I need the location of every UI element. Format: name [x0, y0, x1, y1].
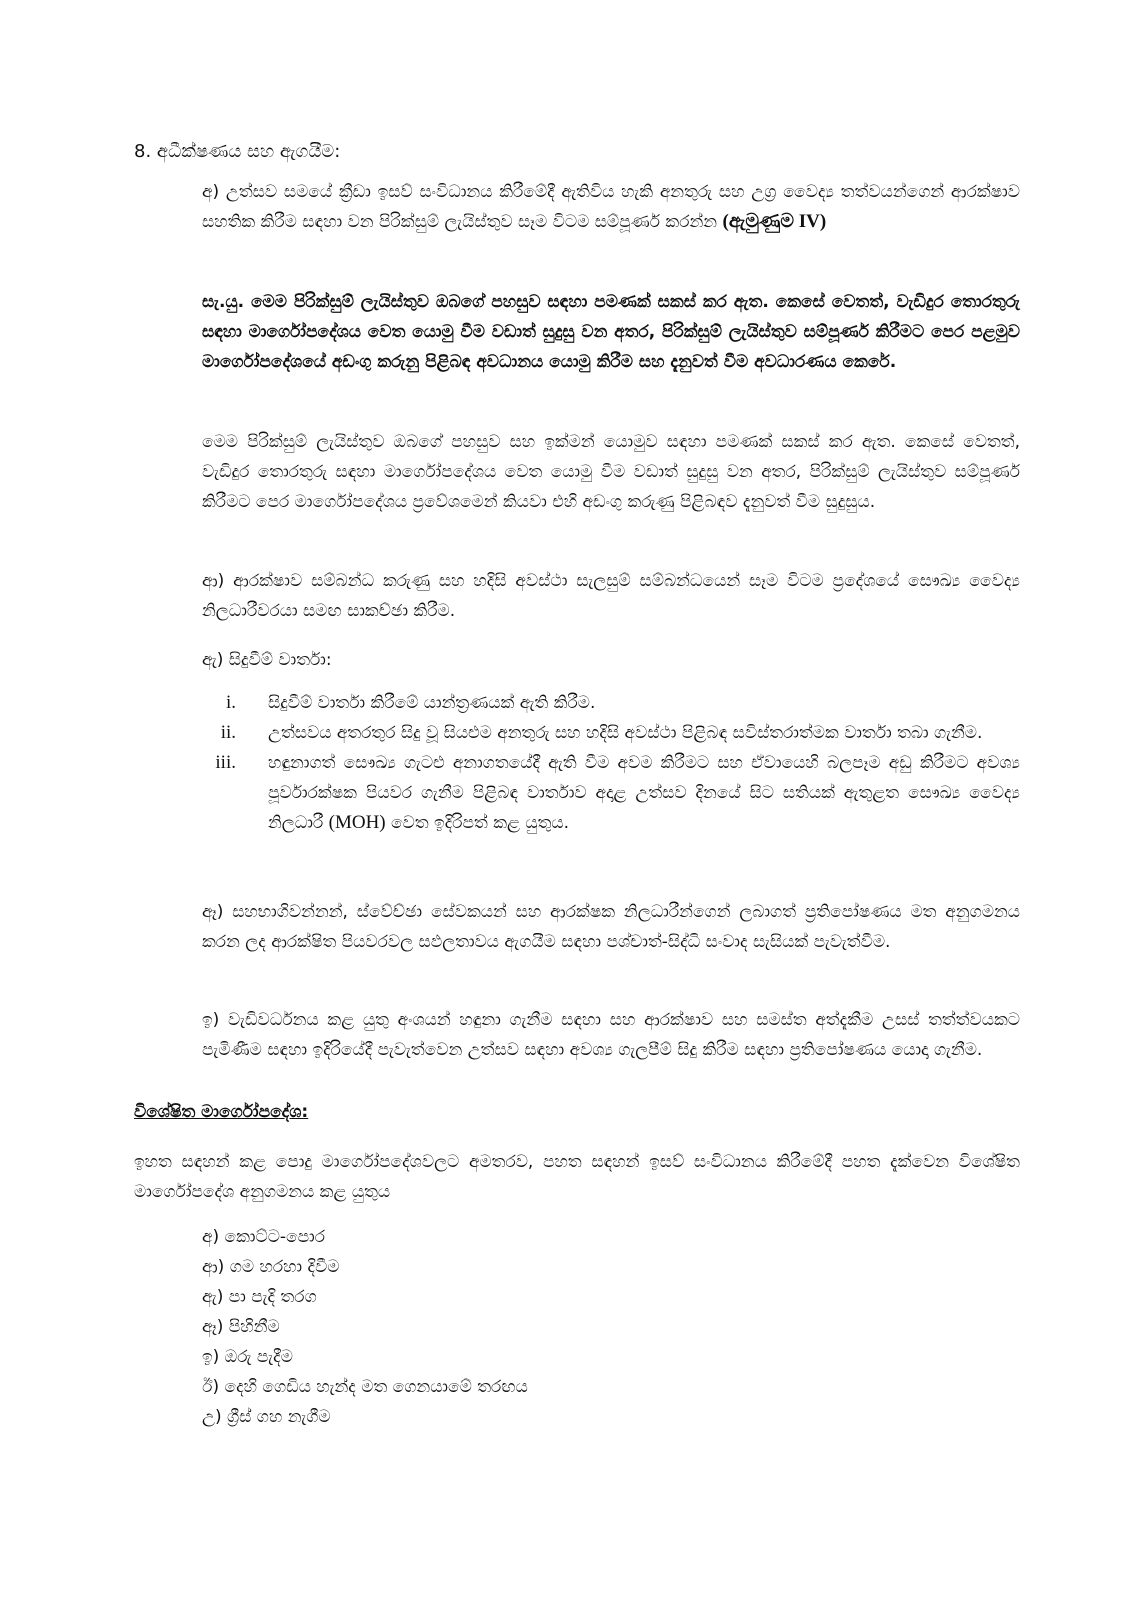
section-8-heading: 8. අධීක්ෂණය සහ ඇගයීම:	[134, 141, 341, 162]
list-item	[202, 748, 1020, 838]
list-item: ඉ) ඔරු පැදීම	[202, 1347, 293, 1367]
list-item: ඇ) පා පැදි තරග	[202, 1287, 317, 1307]
list-number: iii.	[215, 752, 236, 773]
list-item-text: වෙත ඉදිරිපත් කළ යුතුය.	[391, 813, 570, 833]
list-item: ඈ) පිහිනීම	[202, 1317, 280, 1337]
list-item	[202, 718, 1020, 748]
paragraph-a	[202, 177, 1020, 237]
annex-reference: (ඇමුණුම IV)	[722, 211, 827, 232]
list-item: ඊ) දෙහි ගෙඩිය හැන්ද මත ගෙනයාමේ තරඟය	[202, 1377, 528, 1397]
paragraph-aee: ඈ) සහභාගිවන්නන්, ස්වේච්ඡා සේවකයන් සහ ආරක්ෂක නිලධාරීන්ගෙන් ලබාගත් ප්‍රතිපෝෂණය මත අනුගමනය කරන ලද ආරක්ෂිත පියවරවල සඵලතාවය ඇගයීම සඳහා පශ්චාත්-සිද්ධි සංවාද සැසියක් පැවැත්වීම.	[202, 902, 1020, 952]
paragraph-aa: ආ) ආරක්ෂාව සම්බන්ධ කරුණු සහ හදිසි අවස්ථා සැලසුම් සම්බන්ධයෙන් සෑම විටම ප්‍රදේශයේ සෞඛ්‍ය වෛද්‍ය නිලධාරීවරයා සමඟ සාකච්ඡා කිරීම.	[202, 571, 1020, 621]
moh-abbreviation: (MOH)	[328, 812, 386, 833]
specific-guidelines-intro: ඉහත සඳහන් කළ පොදු මාර්ගෝපදේශවලට අමතරව, පහත සඳහන් ඉසව් සංවිධානය කිරීමේදී පහත දැක්වෙන විශේෂිත මාර්ගෝපදේශ අනුගමනය කළ යුතුය	[134, 1152, 1020, 1202]
specific-guidelines-heading: විශේෂිත මාර්ගෝපදේශ:	[134, 1102, 309, 1122]
paragraph-i: ඉ) වැඩිවර්ධනය කළ යුතු අංශයන් හඳුනා ගැනීම සඳහා සහ ආරක්ෂාව සහ සමස්ත අත්දැකීම උසස් තත්ත්වයකට පැමිණීම සඳහා ඉදිරියේදී පැවැත්වෙන උත්සව සඳහා අවශ්‍ය ගැලපීම් සිදු කිරීම සඳහා ප්‍රතිපෝෂණය යොදා ගැනීම.	[202, 1010, 1020, 1060]
list-item-text: සිදුවීම් වාර්තා කිරීමේ යාන්ත්‍රණයක් ඇති කිරීම.	[268, 693, 596, 713]
incident-report-list	[202, 688, 1020, 838]
note-bold-paragraph: සැ.යු. මෙම පිරික්සුම් ලැයිස්තුව ඔබගේ පහසුව සඳහා පමණක් සකස් කර ඇත. කෙසේ වෙතත්, වැඩිදුර තොරතුරු සඳහා මාර්ගෝපදේශය වෙත යොමු වීම වඩාත් සුදුසු වන අතර, පිරික්සුම් ලැයිස්තුව සම්පූර්ණ කිරීමට පෙර පළමුව මාර්ගෝපදේශයේ අඩංගු කරුනු පිළිබඳ අවධානය යොමු කිරීම සහ දැනුවත් වීම අවධාරණය කෙරේ.	[202, 292, 1020, 372]
event-list	[202, 1222, 802, 1432]
list-item-text: උත්සවය අතරතුර සිදු වූ සියළුම අනතුරු සහ හදිසි අවස්ථා පිළිබඳ සවිස්තරාත්මක වාර්තා තබා ගැනීම.	[268, 723, 983, 743]
list-item: අ) කොට්ට-පොර	[202, 1227, 326, 1247]
list-item	[202, 688, 1020, 718]
list-item: උ) ග්‍රීස් ගහ නැගීම	[202, 1407, 331, 1427]
note-regular-paragraph: මෙම පිරික්සුම් ලැයිස්තුව ඔබගේ පහසුව සහ ඉක්මන් යොමුව සඳහා පමණක් සකස් කර ඇත. කෙසේ වෙතත්, වැඩිදුර තොරතුරු සඳහා මාර්ගෝපදේශය වෙත යොමු වීම වඩාත් සුදුසු වන අතර, පිරික්සුම් ලැයිස්තුව සම්පූර්ණ කිරීමට පෙර මාර්ගෝපදේශය ප්‍රවේශමෙන් කියවා එහි අඩංගු කරුණු පිළිබඳව දැනුවත් වීම සුදුසුය.	[202, 432, 1020, 512]
list-item: ආ) ගම හරහා දිවීම	[202, 1257, 340, 1277]
paragraph-ae-heading: ඇ) සිදුවීම් වාර්තා:	[202, 650, 332, 670]
list-number: i.	[225, 692, 236, 713]
list-item-text: හඳුනාගත් සෞඛ්‍ය ගැටළු අනාගතයේදී ඇති වීම අවම කිරීමට සහ ඒවායෙහි බලපෑම අඩු කිරීමට අවශ්‍ය පූර්වාරක්ෂක පියවර ගැනීම පිළිබඳ වාර්තාව අදාළ උත්සව දිනයේ සිට සතියක් ඇතුළත සෞඛ්‍ය වෛද්‍ය නිලධාරී	[268, 753, 1020, 833]
paragraph-a-text: අ) උත්සව සමයේ ක්‍රීඩා ඉසව් සංවිධානය කිරීමේදී ඇතිවිය හැකි අනතුරු සහ උග්‍ර වෛද්‍ය තත්වයන්ගෙන් ආරක්ෂාව සහතික කිරීම සඳහා වන පිරික්සුම් ලැයිස්තුව සෑම විටම සම්පූර්ණ කරන්න	[202, 182, 1020, 232]
list-number: ii.	[220, 722, 236, 743]
